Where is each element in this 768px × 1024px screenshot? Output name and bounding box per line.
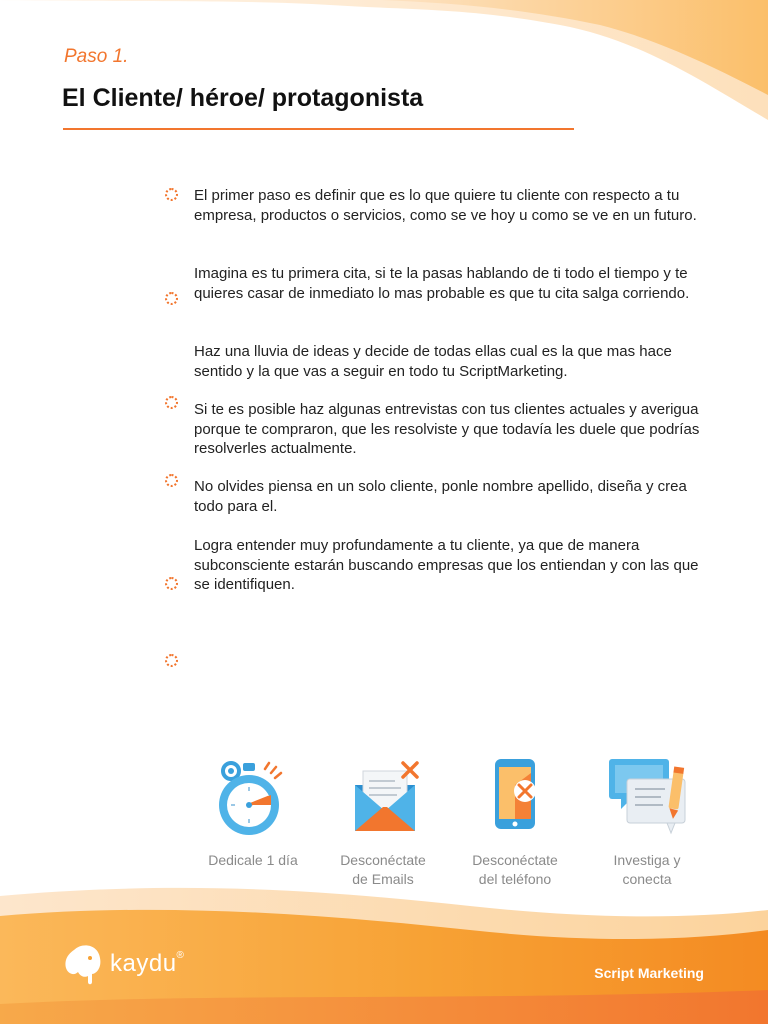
step-label: Paso 1. <box>64 46 129 67</box>
feature-disconnect-phone <box>450 755 580 889</box>
brand-name: kaydu <box>110 950 177 977</box>
brand-logo <box>64 942 184 986</box>
paragraph-define-customer: El primer paso es definir que es lo que quiere tu cliente con respecto a tu empresa, productos o servicios, como se ve hoy u como se ve en un futuro. <box>194 187 697 224</box>
email-off-icon <box>343 755 423 839</box>
bullet-icon <box>165 188 178 201</box>
feature-disconnect-email <box>318 755 448 889</box>
bullet-icon <box>165 396 178 409</box>
bullet-icon <box>165 577 178 590</box>
feature-label: Dedicale 1 día <box>208 852 298 868</box>
title-divider <box>63 128 574 130</box>
paragraph-understand-customer: Logra entender muy profundamente a tu cliente, ya que de manera subconsciente estarán buscando empresas que los entiendan y con las que se identifiquen. <box>194 537 699 593</box>
stopwatch-icon <box>213 755 293 839</box>
bullet-icon <box>165 292 178 305</box>
chat-research-icon <box>605 755 689 839</box>
paragraph-brainstorm: Haz una lluvia de ideas y decide de todas ellas cual es la que mas hace sentido y la que vas a seguir en todo tu ScriptMarketing. <box>194 343 672 380</box>
paragraph-first-date: Imagina es tu primera cita, si te la pasas hablando de ti todo el tiempo y te quieres casar de inmediato lo mas probable es que tu cita salga corriendo. <box>194 265 690 302</box>
paragraph-interviews: Si te es posible haz algunas entrevistas con tus clientes actuales y averigua porque te compraron, que les resolviste y que todavía les duele que podrías resolverles actualmente. <box>194 401 700 457</box>
elephant-logo-icon <box>64 942 104 986</box>
feature-research-connect <box>582 755 712 889</box>
trademark-symbol: ® <box>176 950 184 961</box>
footer-script-marketing: Script Marketing <box>594 965 704 981</box>
phone-off-icon <box>475 755 555 839</box>
header-wave-decoration <box>0 0 768 140</box>
bullet-icon <box>165 474 178 487</box>
feature-dedicate-day <box>188 755 318 870</box>
paragraph-single-customer: No olvides piensa en un solo cliente, ponle nombre apellido, diseña y crea todo para el. <box>194 478 687 515</box>
feature-label: Desconéctate de Emails <box>340 852 426 887</box>
feature-label: Desconéctate del teléfono <box>472 852 558 887</box>
bullet-icon <box>165 654 178 667</box>
feature-label: Investiga y conecta <box>613 852 681 887</box>
page-title: El Cliente/ héroe/ protagonista <box>62 84 424 112</box>
